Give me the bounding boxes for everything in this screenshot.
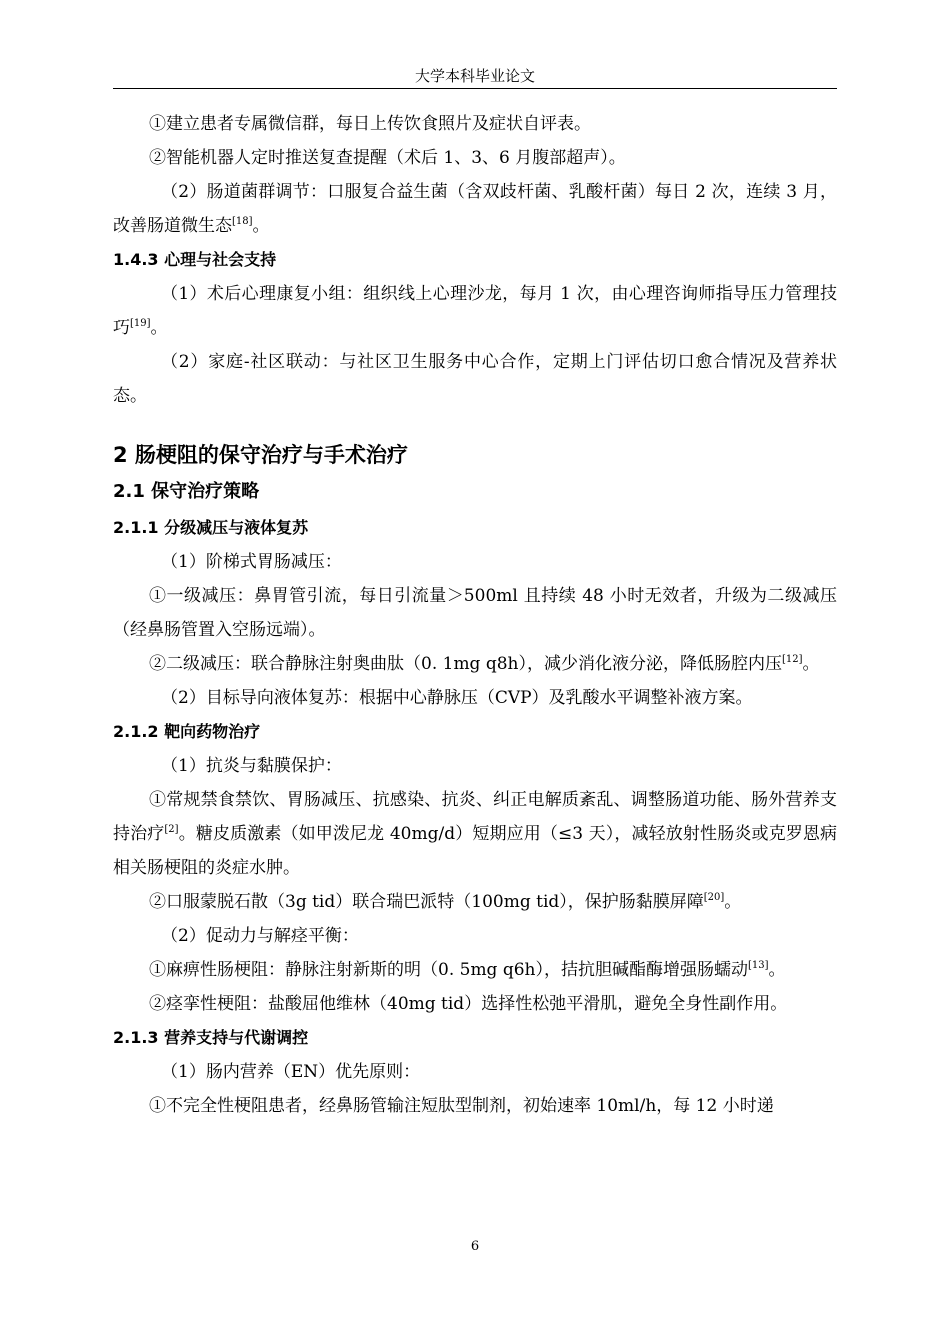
paragraph-end: 。 <box>150 318 168 338</box>
citation: [19] <box>130 318 151 329</box>
citation: [2] <box>164 824 179 835</box>
section-heading-1-4-3: 1.4.3 心理与社会支持 <box>113 250 277 269</box>
paragraph: （1）抗炎与黏膜保护： <box>161 756 342 776</box>
paragraph: ①不完全性梗阻患者，经鼻肠管输注短肽型制剂，初始速率 10ml/h，每 12 小时递 <box>149 1096 774 1116</box>
paragraph: ②智能机器人定时推送复查提醒（术后 1、3、6 月腹部超声）。 <box>149 148 626 168</box>
paragraph-text: ①常规禁食禁饮、胃肠减压、抗感染、抗炎、纠正电解质紊乱、调整肠道功能、肠外营养支持治疗 <box>113 790 837 844</box>
section-heading-2-1: 2.1 保守治疗策略 <box>113 481 260 502</box>
paragraph-end: 。 <box>802 654 820 674</box>
paragraph-end: 。 <box>252 216 270 236</box>
page-number: 6 <box>470 1239 480 1254</box>
section-heading-2-1-3: 2.1.3 营养支持与代谢调控 <box>113 1028 309 1047</box>
paragraph-end: 。 <box>724 892 742 912</box>
paragraph-text: 。糖皮质激素（如甲泼尼龙 40mg/d）短期应用（≤3 天），减轻放射性肠炎或克罗恩病相关肠梗阻的炎症水肿。 <box>113 824 837 878</box>
citation: [12] <box>782 654 803 665</box>
paragraph <box>113 647 837 681</box>
paragraph: （2）家庭-社区联动：与社区卫生服务中心合作，定期上门评估切口愈合情况及营养状态。 <box>113 352 837 406</box>
paragraph: ②痉挛性梗阻：盐酸屈他维林（40mg tid）选择性松弛平滑肌，避免全身性副作用。 <box>149 994 788 1014</box>
paragraph <box>113 953 837 987</box>
paragraph-text: ②口服蒙脱石散（3g tid）联合瑞巴派特（100mg tid），保护肠黏膜屏障 <box>149 892 704 912</box>
citation: [18] <box>232 216 253 227</box>
citation: [20] <box>703 892 725 903</box>
page-body <box>113 107 837 1123</box>
paragraph: （2）目标导向液体复苏：根据中心静脉压（CVP）及乳酸水平调整补液方案。 <box>161 688 753 708</box>
citation: [13] <box>748 960 769 971</box>
paragraph-text: ②二级减压：联合静脉注射奥曲肽（0. 1mg q8h），减少消化液分泌，降低肠腔内压 <box>149 654 782 674</box>
paragraph: （1）肠内营养（EN）优先原则： <box>161 1062 421 1082</box>
paragraph: （2）促动力与解痉平衡： <box>161 926 359 946</box>
section-heading-2-1-2: 2.1.2 靶向药物治疗 <box>113 722 261 741</box>
header-rule <box>113 88 837 89</box>
paragraph: （1）阶梯式胃肠减压： <box>161 552 342 572</box>
paragraph-end: 。 <box>768 960 786 980</box>
paragraph <box>113 277 837 345</box>
paragraph <box>113 885 837 919</box>
paragraph <box>113 783 837 885</box>
paragraph-text: （1）术后心理康复小组：组织线上心理沙龙，每月 1 次，由心理咨询师指导压力管理技巧 <box>113 284 837 338</box>
chapter-heading-2: 2 肠梗阻的保守治疗与手术治疗 <box>113 443 408 467</box>
paragraph: ①建立患者专属微信群，每日上传饮食照片及症状自评表。 <box>149 114 591 134</box>
paragraph: ①一级减压：鼻胃管引流，每日引流量＞500ml 且持续 48 小时无效者，升级为二级减压（经鼻肠管置入空肠远端）。 <box>113 586 837 640</box>
paragraph-text: （2）肠道菌群调节：口服复合益生菌（含双歧杆菌、乳酸杆菌）每日 2 次，连续 3 月，改善肠道微生态 <box>113 182 837 236</box>
section-heading-2-1-1: 2.1.1 分级减压与液体复苏 <box>113 518 309 537</box>
paragraph <box>113 175 837 243</box>
paragraph-text: ①麻痹性肠梗阻：静脉注射新斯的明（0. 5mg q6h），拮抗胆碱酯酶增强肠蠕动 <box>149 960 748 980</box>
running-header: 大学本科毕业论文 <box>414 67 535 85</box>
